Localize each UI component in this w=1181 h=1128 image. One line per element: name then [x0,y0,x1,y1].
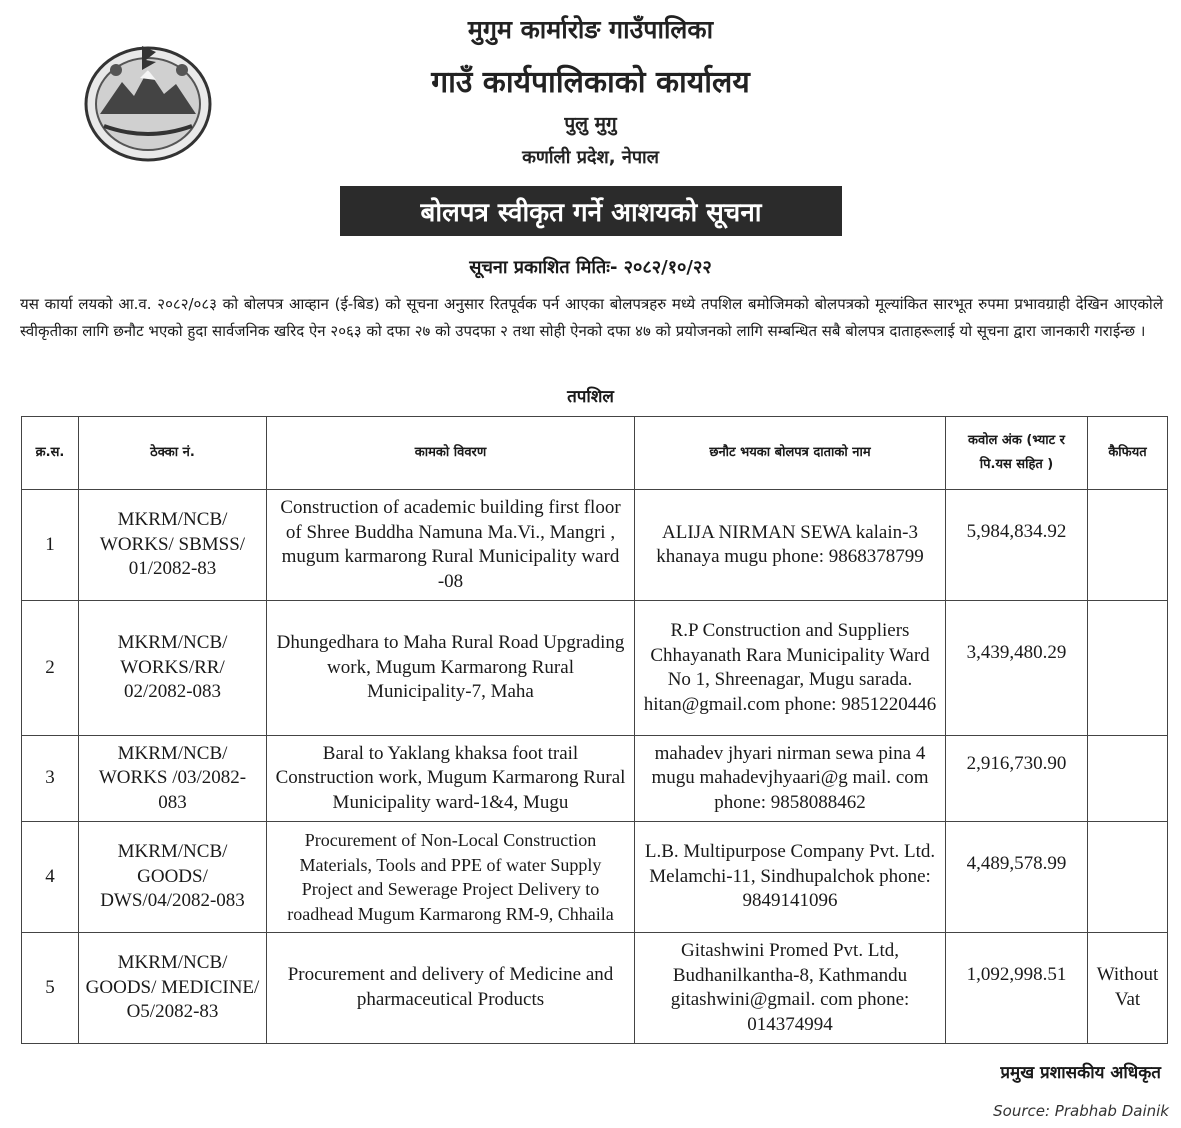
table-row [22,933,1168,1044]
cell-remarks [1088,490,1168,601]
cell-contract-no: MKRM/NCB/ GOODS/ DWS/04/2082-083 [79,822,267,933]
header-remarks: कैफियत [1088,417,1168,490]
cell-bidder: R.P Construction and Suppliers Chhayanath Rara Municipality Ward No 1, Shreenagar, Mugu sarada. hitan@gmail.com phone: 9851220446 [635,601,946,736]
header-contract-no: ठेक्का नं. [79,417,267,490]
cell-amount: 3,439,480.29 [946,601,1088,736]
bid-table [21,416,1168,1044]
cell-remarks [1088,822,1168,933]
header-description: कामको विवरण [267,417,635,490]
cell-contract-no: MKRM/NCB/ WORKS/ SBMSS/ 01/2082-83 [79,490,267,601]
table-row [22,822,1168,933]
table-header-row [22,417,1168,490]
cell-bidder: L.B. Multipurpose Company Pvt. Ltd. Melamchi-11, Sindhupalchok phone: 9849141096 [635,822,946,933]
header-amount: कवोल अंक (भ्याट र पि.यस सहित ) [946,417,1088,490]
cell-contract-no: MKRM/NCB/ GOODS/ MEDICINE/ O5/2082-83 [79,933,267,1044]
signature-title: प्रमुख प्रशासकीय अधिकृत [1000,1063,1161,1083]
cell-amount: 2,916,730.90 [946,736,1088,822]
schedule-label: तपशिल [567,387,614,407]
cell-amount: 1,092,998.51 [946,933,1088,1044]
cell-sn: 5 [22,933,79,1044]
cell-contract-no: MKRM/NCB/ WORKS /03/2082-083 [79,736,267,822]
publish-date: सूचना प्रकाशित मितिः- २०८२/१०/२२ [469,257,712,278]
cell-description: Baral to Yaklang khaksa foot trail Construction work, Mugum Karmarong Rural Municipality ward-1&4, Mugu [267,736,635,822]
cell-contract-no: MKRM/NCB/ WORKS/RR/ 02/2082-083 [79,601,267,736]
office-name: गाउँ कार्यपालिकाको कार्यालय [431,65,750,100]
cell-remarks [1088,736,1168,822]
cell-sn: 1 [22,490,79,601]
header-bidder: छनौट भयका बोलपत्र दाताको नाम [635,417,946,490]
source-credit: Source: Prabhab Dainik [993,1102,1169,1120]
cell-bidder: Gitashwini Promed Pvt. Ltd, Budhanilkantha-8, Kathmandu gitashwini@gmail. com phone: 014374994 [635,933,946,1044]
notice-title: बोलपत्र स्वीकृत गर्ने आशयको सूचना [340,186,842,236]
cell-sn: 4 [22,822,79,933]
notice-body-text: यस कार्या लयको आ.व. २०८२/०८३ को बोलपत्र आव्हान (ई-बिड) को सूचना अनुसार रितपूर्वक पर्न आएका बोलपत्रहरु मध्ये तपशिल बमोजिमको बोलपत्रको मूल्यांकित सारभूत रुपमा प्रभावग्राही देखिन आएकोले स्वीकृतीका लागि छनौट भएको हुदा सार्वजनिक खरिद ऐन २०६३ को दफा २७ को उपदफा २ तथा सोही ऐनको दफा ४७ को प्रयोजनको लागि सम्बन्धित सबै बोलपत्र दाताहरूलाई यो सूचना द्वारा जानकारी गराईन्छ । [20,295,1163,340]
cell-description: Procurement and delivery of Medicine and pharmaceutical Products [267,933,635,1044]
office-location: पुलु मुगु [564,113,617,135]
cell-description: Construction of academic building first floor of Shree Buddha Namuna Ma.Vi., Mangri , mugum karmarong Rural Municipality ward -08 [267,490,635,601]
table-row [22,490,1168,601]
cell-bidder: ALIJA NIRMAN SEWA kalain-3 khanaya mugu phone: 9868378799 [635,490,946,601]
cell-sn: 2 [22,601,79,736]
cell-amount: 4,489,578.99 [946,822,1088,933]
cell-description: Procurement of Non-Local Construction Materials, Tools and PPE of water Supply Project and Sewerage Project Delivery to roadhead Mugum Karmarong RM-9, Chhaila [267,822,635,933]
cell-amount: 5,984,834.92 [946,490,1088,601]
header-sn: क्र.स. [22,417,79,490]
municipality-name: मुगुम कार्मारोङ गाउँपालिका [467,15,714,44]
table-row [22,736,1168,822]
cell-remarks: Without Vat [1088,933,1168,1044]
cell-description: Dhungedhara to Maha Rural Road Upgrading work, Mugum Karmarong Rural Municipality-7, Maha [267,601,635,736]
cell-remarks [1088,601,1168,736]
cell-bidder: mahadev jhyari nirman sewa pina 4 mugu mahadevjhyaari@g mail. com phone: 9858088462 [635,736,946,822]
table-row [22,601,1168,736]
province-name: कर्णाली प्रदेश, नेपाल [522,147,659,168]
cell-sn: 3 [22,736,79,822]
